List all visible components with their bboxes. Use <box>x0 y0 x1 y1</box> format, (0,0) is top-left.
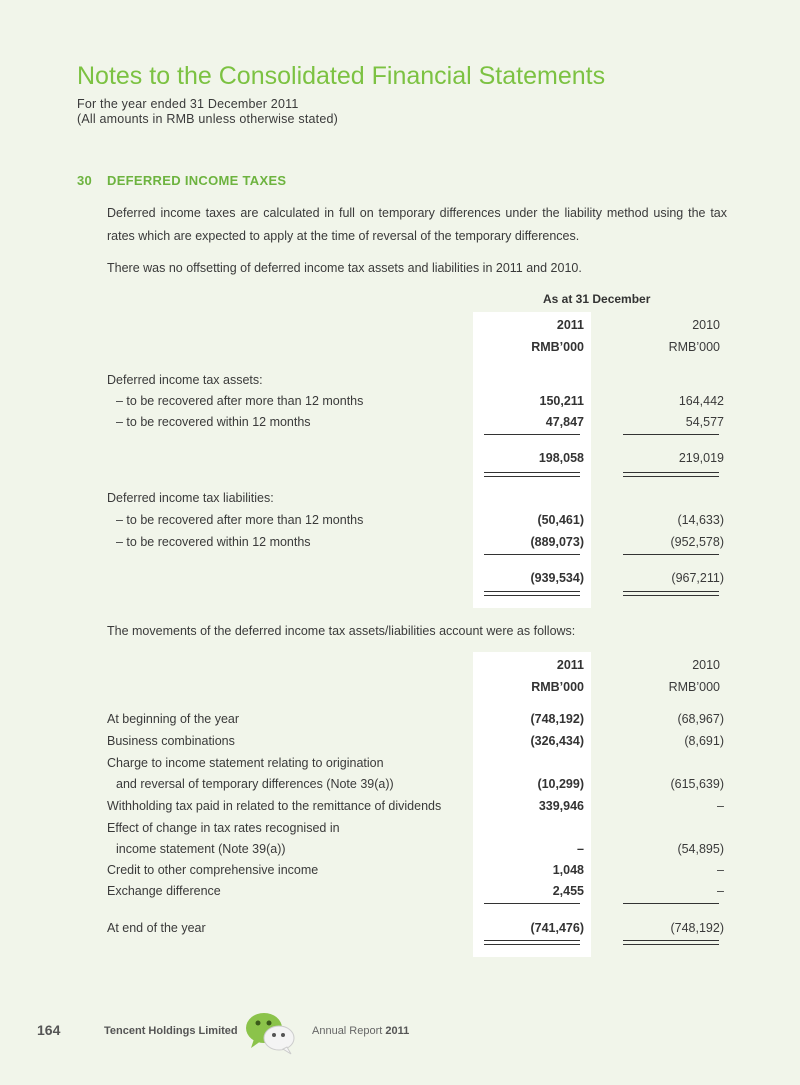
col-unit-2010: RMB’000 <box>668 680 720 694</box>
table-cell-2011: (326,434) <box>530 734 584 748</box>
table-cell-2010: – <box>717 884 724 898</box>
table-row-label: – to be recovered after more than 12 months <box>116 394 364 408</box>
page-number: 164 <box>37 1022 61 1038</box>
table-cell-2011: (10,299) <box>537 777 584 791</box>
total-double-rule <box>623 595 719 596</box>
table-cell-2010: (615,639) <box>670 777 724 791</box>
report-prefix: Annual Report <box>312 1025 383 1037</box>
subtotal-rule <box>623 903 719 904</box>
total-double-rule <box>484 591 580 592</box>
table-row-label: Effect of change in tax rates recognised in <box>107 821 340 835</box>
movements-paragraph: The movements of the deferred income tax assets/liabilities account were as follows: <box>107 624 576 638</box>
table-row-label: – to be recovered within 12 months <box>116 535 311 549</box>
table-cell-2011: 2,455 <box>552 884 584 898</box>
table-cell-2011: 150,211 <box>539 394 584 408</box>
table-cell-2011: 1,048 <box>552 863 584 877</box>
table-cell-2011: 47,847 <box>545 415 584 429</box>
liabilities-total-2010: (967,211) <box>671 571 724 585</box>
total-double-rule <box>623 476 719 477</box>
table-row-label: Withholding tax paid in related to the remittance of dividends <box>107 799 442 813</box>
total-double-rule <box>484 944 580 945</box>
table-cell-2010: – <box>717 863 724 877</box>
total-double-rule <box>623 944 719 945</box>
total-double-rule <box>484 476 580 477</box>
subtotal-rule <box>484 903 580 904</box>
page-title: Notes to the Consolidated Financial Statements <box>77 62 606 90</box>
table-row-label: and reversal of temporary differences (Note 39(a)) <box>116 777 394 791</box>
end-of-year-2010: (748,192) <box>670 921 724 935</box>
end-of-year-2011: (741,476) <box>530 921 584 935</box>
subtotal-rule <box>484 554 580 555</box>
table-cell-2010: 164,442 <box>678 394 724 408</box>
table-row-label: Credit to other comprehensive income <box>107 863 319 877</box>
table-row-label: Exchange difference <box>107 884 221 898</box>
liabilities-total-2011: (939,534) <box>530 571 584 585</box>
report-label <box>312 1025 409 1037</box>
subtotal-rule <box>623 554 719 555</box>
section-number: 30 <box>77 173 93 188</box>
subtitle-currency-note: (All amounts in RMB unless otherwise stated) <box>77 112 338 126</box>
table-row-label: At beginning of the year <box>107 712 240 726</box>
col-unit-2010: RMB’000 <box>668 340 720 354</box>
table-cell-2011: (50,461) <box>537 513 584 527</box>
table-cell-2010: (952,578) <box>670 535 724 549</box>
total-double-rule <box>623 472 719 473</box>
col-unit-2011: RMB’000 <box>531 680 584 694</box>
table-cell-2011: (748,192) <box>530 712 584 726</box>
col-year-2011: 2011 <box>556 658 584 672</box>
col-unit-2011: RMB’000 <box>531 340 584 354</box>
assets-label: Deferred income tax assets: <box>107 373 263 387</box>
liabilities-label: Deferred income tax liabilities: <box>107 491 274 505</box>
total-double-rule <box>484 472 580 473</box>
col-year-2010: 2010 <box>692 318 720 332</box>
table-cell-2010: – <box>717 799 724 813</box>
section-heading <box>77 173 286 188</box>
report-year: 2011 <box>385 1025 410 1037</box>
table-cell-2010: (68,967) <box>677 712 724 726</box>
table-row-label: Business combinations <box>107 734 235 748</box>
table-cell-2010: 54,577 <box>685 415 724 429</box>
table-cell-2010: (8,691) <box>684 734 724 748</box>
total-double-rule <box>623 940 719 941</box>
subtotal-rule <box>484 434 580 435</box>
col-year-2010: 2010 <box>692 658 720 672</box>
offsetting-paragraph: There was no offsetting of deferred income tax assets and liabilities in 2011 and 2010. <box>107 261 582 275</box>
wechat-logo-icon <box>242 1008 302 1061</box>
table-row-label: Charge to income statement relating to origination <box>107 756 384 770</box>
assets-total-2011: 198,058 <box>538 451 584 465</box>
table-cell-2010: (14,633) <box>677 513 724 527</box>
table-cell-2011: (889,073) <box>530 535 584 549</box>
table-row-label: income statement (Note 39(a)) <box>116 842 286 856</box>
end-of-year-label: At end of the year <box>107 921 206 935</box>
company-name: Tencent Holdings Limited <box>104 1025 238 1037</box>
table-header-as-at: As at 31 December <box>543 292 651 306</box>
section-title: DEFERRED INCOME TAXES <box>107 173 287 188</box>
total-double-rule <box>623 591 719 592</box>
total-double-rule <box>484 595 580 596</box>
table-cell-2011: – <box>577 842 584 856</box>
subtitle-period: For the year ended 31 December 2011 <box>77 97 299 111</box>
assets-total-2010: 219,019 <box>678 451 724 465</box>
col-year-2011: 2011 <box>556 318 584 332</box>
table-row-label: – to be recovered after more than 12 months <box>116 513 364 527</box>
table-cell-2010: (54,895) <box>677 842 724 856</box>
table-row-label: – to be recovered within 12 months <box>116 415 311 429</box>
table-cell-2011: 339,946 <box>538 799 584 813</box>
intro-paragraph: Deferred income taxes are calculated in full on temporary differences under the liability method using the tax rates which are expected to apply at the time of reversal of the temporary differences. <box>107 206 727 243</box>
page-subtitle <box>77 97 338 127</box>
total-double-rule <box>484 940 580 941</box>
subtotal-rule <box>623 434 719 435</box>
